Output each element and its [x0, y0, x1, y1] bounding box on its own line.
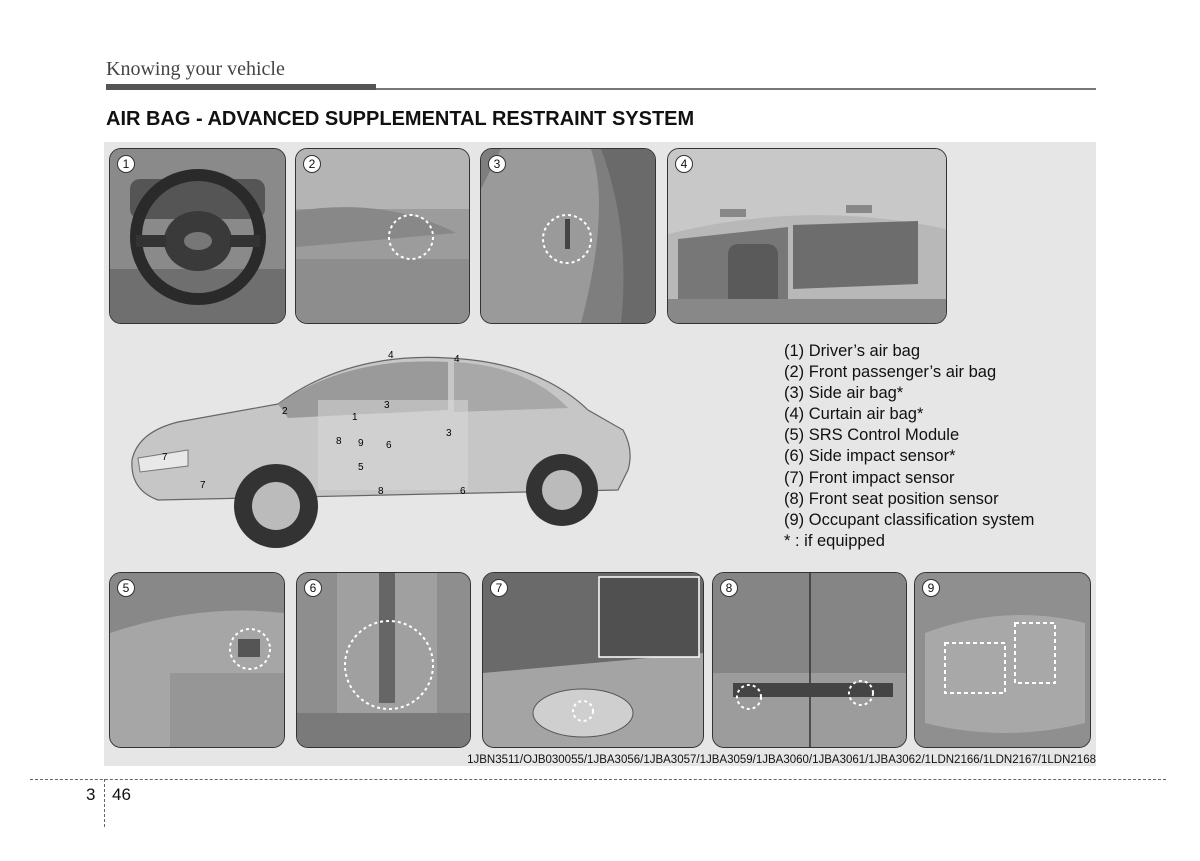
photo-seat-position-sensor: [712, 572, 907, 748]
photo-side-airbag: [480, 148, 656, 324]
photo-drivers-airbag: [109, 148, 286, 324]
photo-number: 8: [720, 579, 738, 597]
seat-cushion-image: [915, 573, 1090, 747]
photo-number: 5: [117, 579, 135, 597]
photo-occupant-classification: [914, 572, 1091, 748]
header-rule-thick: [106, 84, 376, 90]
callout-3: 3: [384, 400, 390, 411]
footer-divider-vertical: [104, 779, 105, 827]
callout-8: 8: [378, 486, 384, 497]
callout-7: 7: [200, 480, 206, 491]
callout-7: 7: [162, 452, 168, 463]
callout-3: 3: [446, 428, 452, 439]
photo-front-impact-sensor: [482, 572, 704, 748]
legend-item: (9) Occupant classification system: [784, 510, 1035, 529]
footer-divider: [30, 779, 1166, 780]
legend-note: * : if equipped: [784, 531, 885, 550]
legend-item: (2) Front passenger’s air bag: [784, 363, 997, 382]
photo-side-impact-sensor: [296, 572, 471, 748]
photo-number: 7: [490, 579, 508, 597]
photo-number: 4: [675, 155, 693, 173]
car-cutaway-illustration: [118, 340, 646, 554]
photo-passenger-airbag: [295, 148, 470, 324]
legend-item: (8) Front seat position sensor: [784, 489, 999, 508]
photo-number: 9: [922, 579, 940, 597]
callout-4: 4: [388, 350, 394, 361]
legend-item: (6) Side impact sensor*: [784, 447, 956, 466]
seat-side-image: [481, 149, 655, 323]
photo-curtain-airbag: [667, 148, 947, 324]
callout-1: 1: [352, 412, 358, 423]
image-reference-codes: 1JBN3511/OJB030055/1JBA3056/1JBA3057/1JBA3059/1JBA3060/1JBA3061/1JBA3062/1LDN2166/1LDN2167/1LDN2168: [467, 754, 1096, 766]
legend: [784, 341, 1034, 552]
photo-number: 1: [117, 155, 135, 173]
legend-item: (7) Front impact sensor: [784, 468, 955, 487]
b-pillar-image: [297, 573, 470, 747]
callout-8: 8: [336, 436, 342, 447]
chapter-number: 3: [86, 785, 96, 804]
dashboard-image: [296, 149, 469, 323]
legend-item: (3) Side air bag*: [784, 384, 904, 403]
callout-2: 2: [282, 406, 288, 417]
callout-5: 5: [358, 462, 364, 473]
floor-console-image: [110, 573, 284, 747]
page-number: 46: [112, 785, 131, 804]
legend-item: (1) Driver’s air bag: [784, 342, 921, 360]
car-interior-roof-image: [668, 149, 946, 323]
photo-srs-control-module: [109, 572, 285, 748]
callout-4: 4: [454, 354, 460, 365]
photo-number: 6: [304, 579, 322, 597]
engine-bay-image: [483, 573, 703, 747]
photo-number: 3: [488, 155, 506, 173]
seat-rail-image: [713, 573, 906, 747]
photo-number: 2: [303, 155, 321, 173]
page-title: AIR BAG - ADVANCED SUPPLEMENTAL RESTRAINT SYSTEM: [106, 108, 695, 130]
legend-item: (4) Curtain air bag*: [784, 405, 924, 424]
callout-9: 9: [358, 438, 364, 449]
callout-6: 6: [460, 486, 466, 497]
legend-item: (5) SRS Control Module: [784, 426, 960, 445]
callout-6: 6: [386, 440, 392, 451]
steering-wheel-image: [110, 149, 285, 323]
section-header: Knowing your vehicle: [106, 58, 285, 80]
header-rule-thin: [376, 88, 1096, 90]
